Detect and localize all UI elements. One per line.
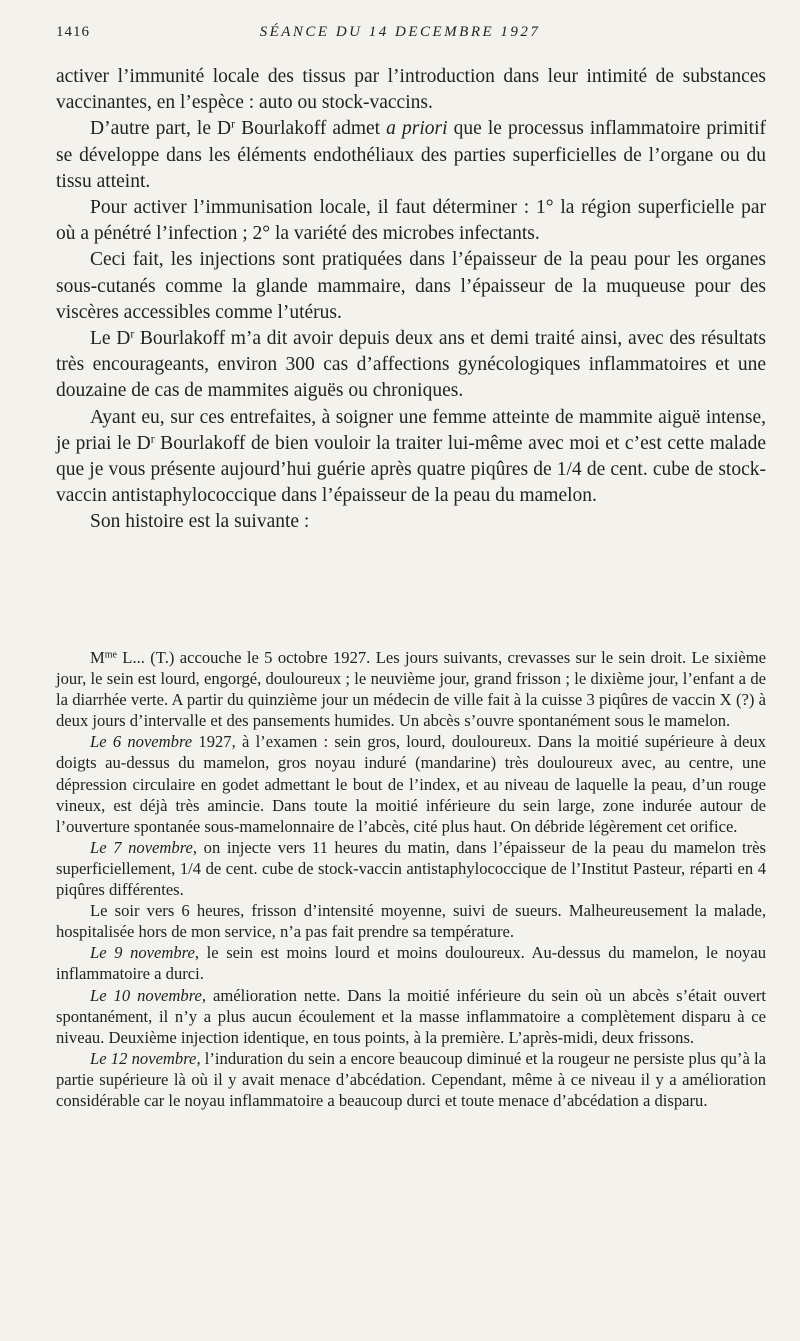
paragraph: activer l’immunité locale des tissus par l’introduction dans leur intimité de substances vaccinantes, en l’espèce : auto ou stock-vaccins.: [56, 66, 766, 114]
italic-phrase: a priori: [386, 118, 448, 140]
date-label: Le 12 novembre: [90, 1048, 197, 1068]
page-header: [56, 16, 744, 46]
paragraph: Le $D^r$ Bourlakoff m’a dit avoir depuis deux ans et demi traité ainsi, avec des résultats très encourageants, environ 300 cas d’affections gynécologiques inflammatoires et une douzaine de cas de mammites aiguës ou chroniques.: [56, 327, 766, 402]
date-label: Le 9 novembre: [90, 943, 195, 963]
running-title: SÉANCE DU 14 DECEMBRE 1927: [259, 24, 541, 40]
case-paragraph: Le 10 novembre, amélioration nette. Dans la moitié inférieure du sein où un abcès s’était ouvert spontanément, il n’y a plus aucun écoulement et la masse inflammatoire a complètement disparu à ce niveau. Deuxième injection identique, en tous points, à la première. L’après-midi, deux frissons.: [56, 985, 767, 1047]
date-label: Le 6 novembre: [90, 732, 193, 752]
case-paragraph: $M^{me}$ L... (T.) accouche le 5 octobre 1927. Les jours suivants, crevasses sur le sein droit. Le sixième jour, le sein est lourd, engorgé, douloureux ; le neuvième jour, grand frisson ; le dixième jour, l’enfant a de la diarrhée verte. A partir du quinzième jour un médecin de ville fait à la cuisse 3 piqûres de vaccin X (?) à deux jours d’intervalle et des pansements humides. Un abcès s’ouvre spontanément sous le mamelon.: [56, 648, 766, 731]
case-history: [56, 647, 766, 1111]
case-paragraph: Le 9 novembre, le sein est moins lourd et moins douloureux. Au-dessus du mamelon, le noyau inflammatoire a durci.: [56, 943, 766, 984]
case-paragraph: Le 6 novembre 1927, à l’examen : sein gros, lourd, douloureux. Dans la moitié supérieure à deux doigts au-dessus du mamelon, gros noyau induré (mandarine) très douloureux avec, au centre, une dépression circulaire en godet admettant le bout de l’index, et au niveau de laquelle la peau, d’un rouge vineux, est déjà très amincie. Dans toute la moitié inférieure du sein large, zone indurée autour de l’ouverture spontanée sous-mamelonnaire de l’abcès, cité plus haut. On débride légèrement cet orifice.: [56, 732, 767, 836]
paragraph: Pour activer l’immunisation locale, il faut déterminer : 1° la région superficielle par où a pénétré l’infection ; 2° la variété des microbes infectants.: [56, 197, 766, 245]
paragraph: D’autre part, le $D^r$ Bourlakoff admet a priori que le processus inflammatoire primitif se développe dans les éléments endothéliaux des parties superficielles de l’organe ou du tissu atteint.: [56, 117, 766, 192]
date-label: Le 7 novembre: [90, 837, 193, 857]
main-text: [56, 64, 766, 536]
paragraph: Ceci fait, les injections sont pratiquées dans l’épaisseur de la peau pour les organes sous-cutanés comme la glande mammaire, dans l’épaisseur de la muqueuse pour des viscères accessibles comme l’utérus.: [56, 249, 766, 323]
case-paragraph: Le soir vers 6 heures, frisson d’intensité moyenne, suivi de sueurs. Malheureusement la malade, hospitalisée hors de mon service, n’a pas fait prendre sa température.: [56, 901, 766, 942]
page-number: 1416: [56, 24, 90, 40]
date-label: Le 10 novembre: [90, 985, 202, 1005]
case-paragraph: Le 7 novembre, on injecte vers 11 heures du matin, dans l’épaisseur de la peau du mamelon très superficiellement, 1/4 de cent. cube de stock-vaccin antistaphylococcique de l’Institut Pasteur, réparti en 4 piqûres différentes.: [56, 837, 766, 900]
case-paragraph: Le 12 novembre, l’induration du sein a encore beaucoup diminué et la rougeur ne persiste plus qu’à la partie supérieure là où il y avait menace d’abcédation. Cependant, même à ce niveau il y a amélioration considérable car le noyau inflammatoire a beaucoup durci et toute menace d’abcédation a disparu.: [56, 1048, 767, 1110]
paragraph: Son histoire est la suivante :: [90, 511, 310, 533]
paragraph: Ayant eu, sur ces entrefaites, à soigner une femme atteinte de mammite aiguë intense, je priai le $D^r$ Bourlakoff de bien vouloir la traiter lui-même avec moi et c’est cette malade que je vous présente aujourd’hui guérie après quatre piqûres de 1/4 de cent. cube de stock-vaccin antistaphylococcique dans l’épaisseur de la peau du mamelon.: [56, 406, 766, 507]
